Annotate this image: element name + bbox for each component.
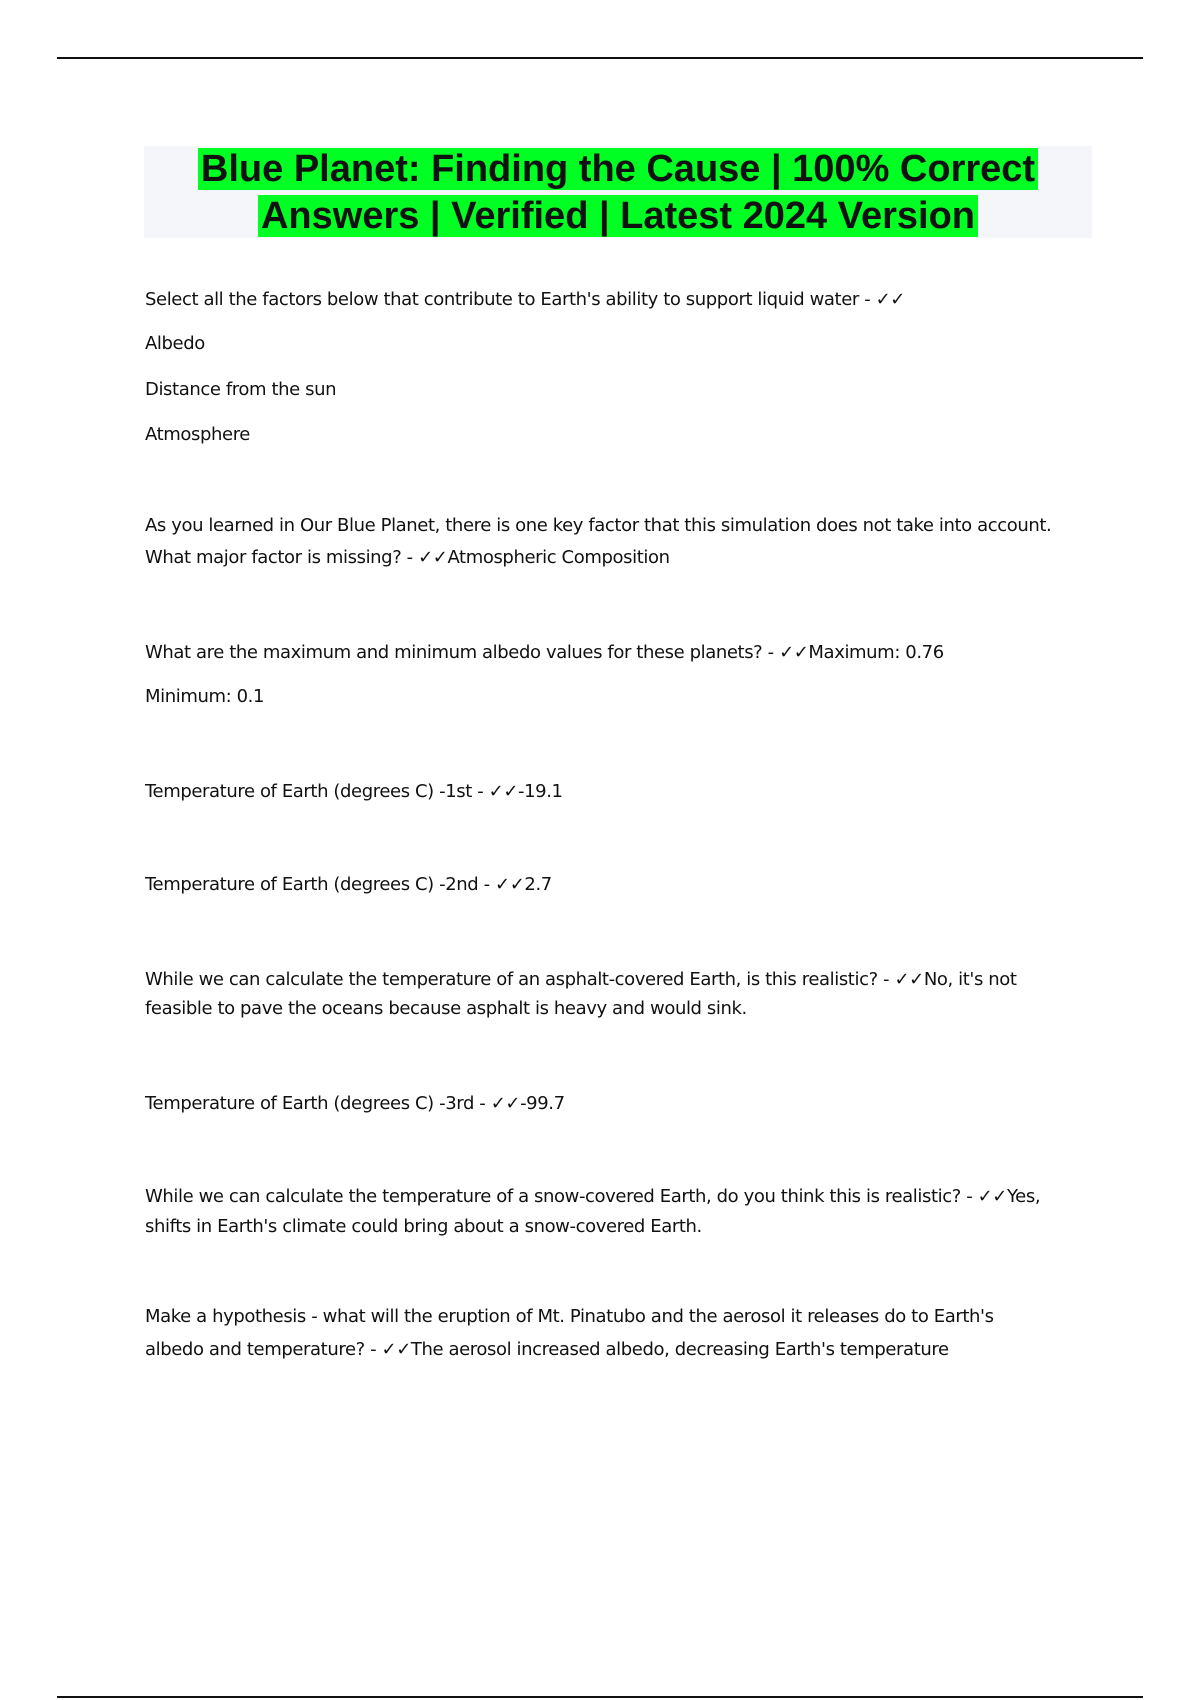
question-temperature-2nd: Temperature of Earth (degrees C) -2nd - ✓✓2.7	[145, 874, 552, 895]
question-snow-line-2: shifts in Earth's climate could bring about a snow-covered Earth.	[145, 1216, 702, 1237]
question-snow-line-1: While we can calculate the temperature of a snow-covered Earth, do you think this is realistic? - ✓✓Yes,	[145, 1186, 1041, 1207]
answer-albedo-minimum: Minimum: 0.1	[145, 686, 265, 707]
answer-albedo: Albedo	[145, 333, 205, 354]
question-missing-factor-line-2: What major factor is missing? - ✓✓Atmospheric Composition	[145, 547, 670, 568]
question-temperature-1st: Temperature of Earth (degrees C) -1st - ✓✓-19.1	[145, 781, 563, 802]
title-band	[144, 146, 1092, 238]
question-hypothesis-line-2: albedo and temperature? - ✓✓The aerosol increased albedo, decreasing Earth's temperature	[145, 1339, 949, 1360]
top-rule	[57, 57, 1143, 59]
document-title	[144, 146, 1092, 240]
question-temperature-3rd: Temperature of Earth (degrees C) -3rd - ✓✓-99.7	[145, 1093, 565, 1114]
answer-atmosphere: Atmosphere	[145, 424, 250, 445]
title-line-1: Blue Planet: Finding the Cause | 100% Correct	[198, 148, 1038, 190]
question-missing-factor-line-1: As you learned in Our Blue Planet, there is one key factor that this simulation does not take into account.	[145, 515, 1052, 536]
question-hypothesis-line-1: Make a hypothesis - what will the eruption of Mt. Pinatubo and the aerosol it releases do to Earth's	[145, 1306, 994, 1327]
question-albedo-values: What are the maximum and minimum albedo values for these planets? - ✓✓Maximum: 0.76	[145, 642, 944, 663]
question-liquid-water: Select all the factors below that contribute to Earth's ability to support liquid water - ✓✓	[145, 289, 905, 310]
answer-distance-from-sun: Distance from the sun	[145, 379, 337, 400]
bottom-rule	[57, 1696, 1143, 1698]
question-asphalt-line-1: While we can calculate the temperature of an asphalt-covered Earth, is this realistic? - ✓✓No, it's not	[145, 969, 1017, 990]
title-line-2: Answers | Verified | Latest 2024 Version	[258, 195, 978, 237]
question-asphalt-line-2: feasible to pave the oceans because asphalt is heavy and would sink.	[145, 998, 747, 1019]
